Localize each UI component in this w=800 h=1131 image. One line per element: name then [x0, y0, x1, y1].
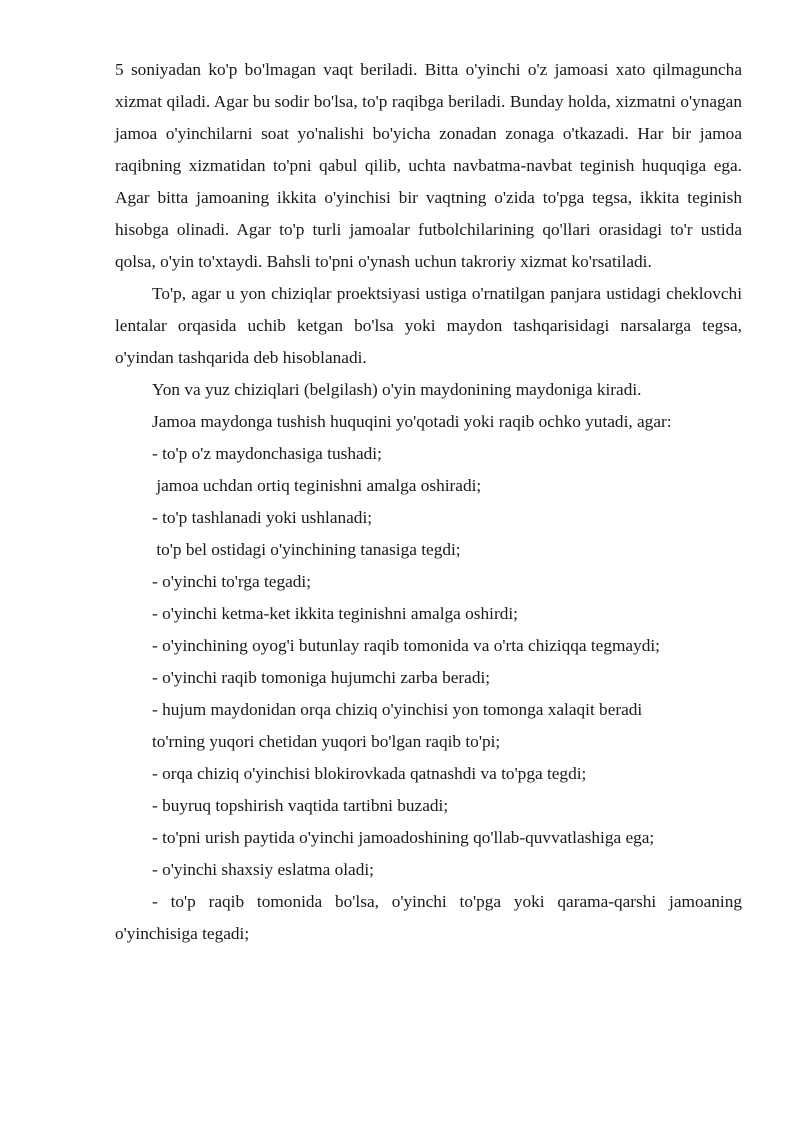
list-item: - o'yinchi shaxsiy eslatma oladi; — [152, 860, 374, 879]
paragraph-lines: Yon va yuz chiziqlari (belgilash) o'yin maydonining maydoniga kiradi. — [152, 380, 642, 399]
list-item: - o'yinchi ketma-ket ikkita teginishni amalga oshirdi; — [152, 604, 518, 623]
list-item: to'rning yuqori chetidan yuqori bo'lgan raqib to'pi; — [152, 732, 501, 751]
list-item-last: - to'p raqib tomonida bo'lsa, o'yinchi to'pga yoki qarama-qarshi jamoaning o'yinchisiga tegadi; — [115, 892, 742, 943]
list-item: - o'yinchi raqib tomoniga hujumchi zarba beradi; — [152, 668, 491, 687]
list-item: - orqa chiziq o'yinchisi blokirovkada qatnashdi va to'pga tegdi; — [152, 764, 587, 783]
list-item: - to'pni urish paytida o'yinchi jamoadoshining qo'llab-quvvatlashiga ega; — [152, 828, 655, 847]
list-item: jamoa uchdan ortiq teginishni amalga oshiradi; — [152, 476, 482, 495]
fault-list — [115, 438, 742, 950]
list-item: - to'p tashlanadi yoki ushlanadi; — [152, 508, 373, 527]
list-item: - to'p o'z maydonchasiga tushadi; — [152, 444, 382, 463]
document-page — [115, 54, 742, 950]
list-item: - hujum maydonidan orqa chiziq o'yinchisi yon tomonga xalaqit beradi — [152, 700, 643, 719]
list-item: to'p bel ostidagi o'yinchining tanasiga tegdi; — [152, 540, 461, 559]
list-item: - buyruq topshirish vaqtida tartibni buzadi; — [152, 796, 449, 815]
list-item: - o'yinchining oyog'i butunlay raqib tomonida va o'rta chiziqqa tegmaydi; — [152, 636, 660, 655]
paragraph-out-of-play: To'p, agar u yon chiziqlar proektsiyasi ustiga o'rnatilgan panjara ustidagi cheklovchi lentalar orqasida uchib ketgan bo'lsa yoki maydon tashqarisidagi narsalarga tegsa, o'yindan tashqarida deb hisoblanadi. — [115, 284, 742, 367]
paragraph-serve-rules: 5 soniyadan ko'p bo'lmagan vaqt beriladi. Bitta o'yinchi o'z jamoasi xato qilmaguncha xizmat qiladi. Agar bu sodir bo'lsa, to'p raqibga beriladi. Bunday holda, xizmatni o'ynagan jamoa o'yinchilarni soat yo'nalishi bo'yicha zonadan zonaga o'tkazadi. Har bir jamoa raqibning xizmatidan to'pni qabul qilib, uchta navbatma-navbat teginish huquqiga ega. Agar bitta jamoaning ikkita o'yinchisi bir vaqtning o'zida to'pga tegsa, ikkita teginish hisobga olinadi. Agar to'p turli jamoalar futbolchilarining qo'llari orasidagi to'r ustida qolsa, o'yin to'xtaydi. Bahsli to'pni o'ynash uchun takroriy xizmat ko'rsatiladi. — [115, 60, 742, 271]
list-item: - o'yinchi to'rga tegadi; — [152, 572, 311, 591]
paragraph-faults-intro: Jamoa maydonga tushish huquqini yo'qotadi yoki raqib ochko yutadi, agar: — [152, 412, 672, 431]
